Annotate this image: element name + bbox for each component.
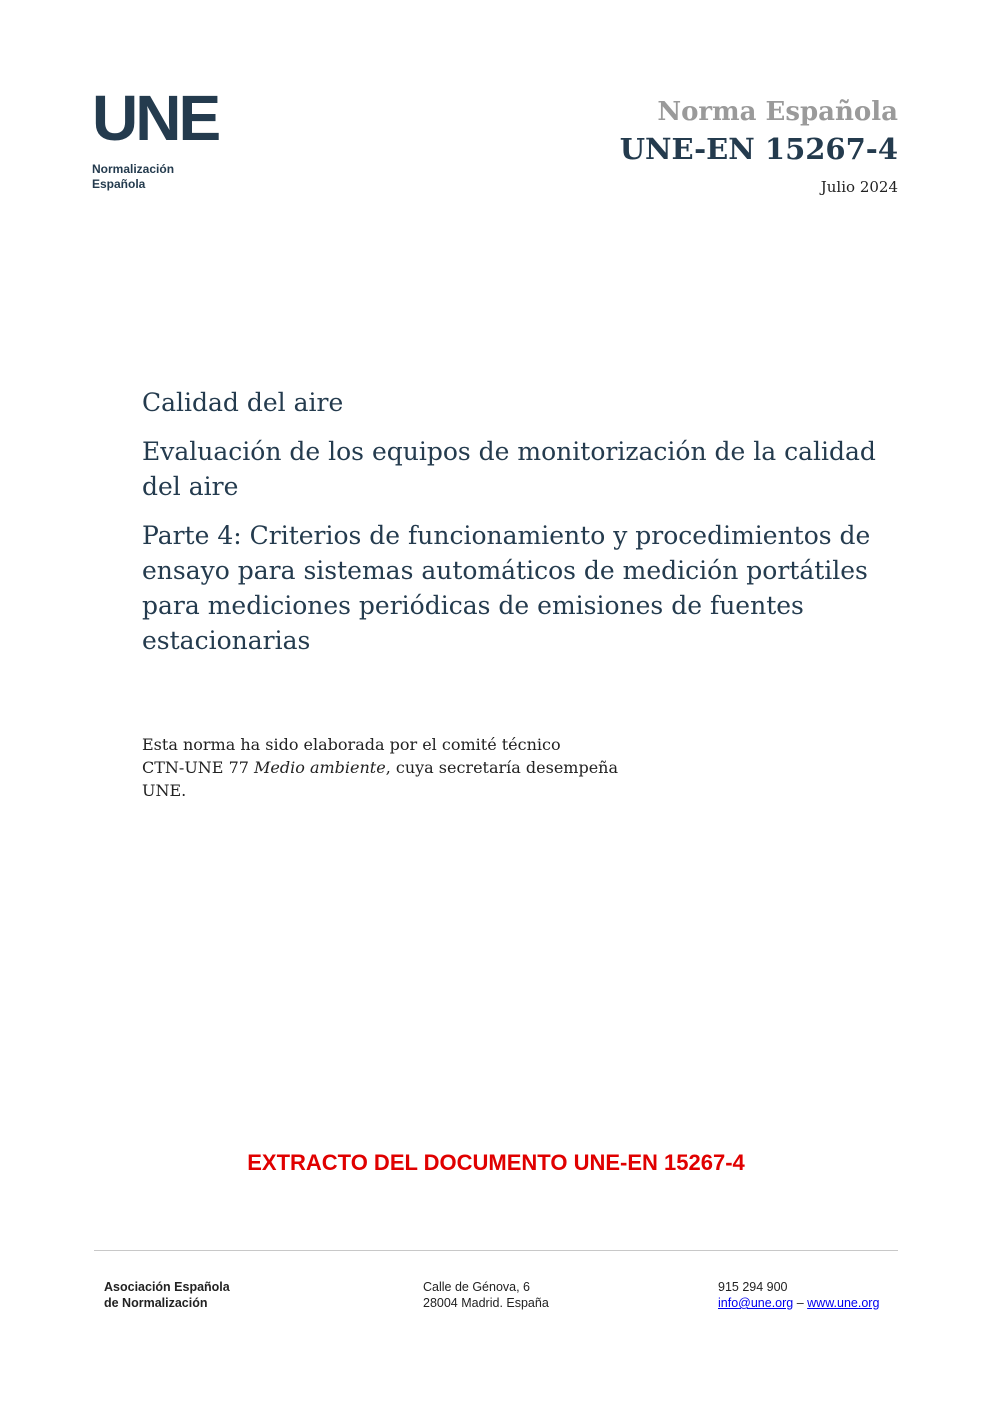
email-link[interactable]: info@une.org	[718, 1296, 794, 1310]
link-separator: –	[793, 1296, 808, 1310]
footer-divider	[94, 1250, 898, 1251]
logo-line-2: Española	[92, 177, 146, 191]
contact-links	[718, 1295, 879, 1311]
phone-number: 915 294 900	[718, 1280, 788, 1294]
address-line-1: Calle de Génova, 6	[423, 1280, 531, 1294]
committee-code: CTN-UNE 77	[142, 758, 255, 777]
org-line-2: de Normalización	[104, 1296, 208, 1310]
footer-address	[423, 1279, 549, 1311]
committee-line-3: UNE.	[142, 781, 187, 800]
document-titles	[142, 385, 902, 672]
publication-date: Julio 2024	[820, 178, 898, 196]
title-main: Calidad del aire	[142, 388, 344, 417]
document-header	[620, 96, 898, 196]
une-logo	[92, 82, 242, 192]
committee-name: Medio ambiente	[254, 758, 386, 777]
committee-line-2	[142, 756, 662, 779]
committee-note	[142, 733, 662, 802]
extract-notice: EXTRACTO DEL DOCUMENTO UNE-EN 15267-4	[247, 1150, 745, 1175]
logo-line-1: Normalización	[92, 162, 175, 176]
logo-subtitle	[92, 162, 242, 192]
footer-contact	[718, 1279, 879, 1311]
org-line-1: Asociación Española	[104, 1280, 230, 1294]
address-line-2: 28004 Madrid. España	[423, 1296, 549, 1310]
committee-rest: , cuya secretaría desempeña	[385, 758, 619, 777]
footer-organization	[104, 1279, 230, 1311]
title-part: Parte 4: Criterios de funcionamiento y procedimientos de ensayo para sistemas automáticos de medición portátiles para mediciones periódicas de emisiones de fuentes estacionarias	[142, 521, 871, 655]
title-sub: Evaluación de los equipos de monitorización de la calidad del aire	[142, 437, 876, 501]
logo-mark: UNE	[92, 82, 219, 154]
standard-code: UNE-EN 15267-4	[619, 132, 898, 166]
committee-line-1: Esta norma ha sido elaborada por el comité técnico	[142, 735, 561, 754]
norma-label: Norma Española	[657, 97, 898, 127]
website-link[interactable]: www.une.org	[807, 1296, 880, 1310]
